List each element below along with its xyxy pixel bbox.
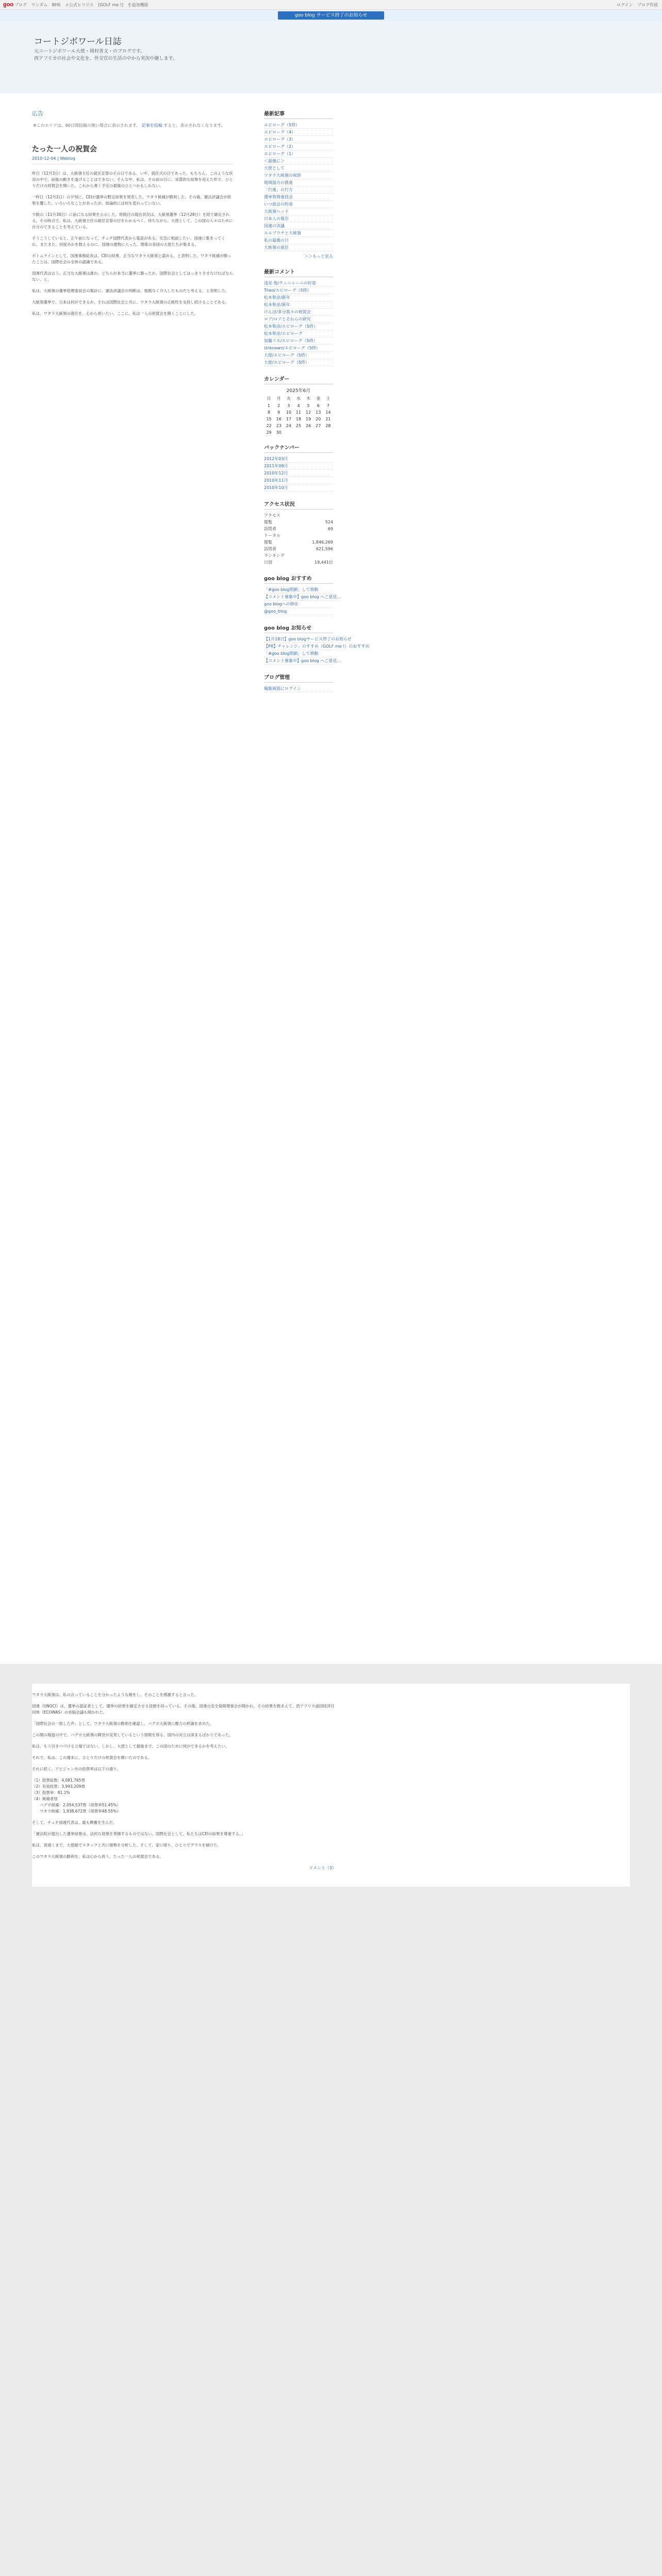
top-nav-item[interactable]: メ公式ヒツジス [64,3,94,7]
access-label: 日別 [264,560,272,565]
access-row [264,539,333,546]
entry-paragraph: 大統領選挙で、日本は何ができるか。それは国際社会と共に、ワタラ大統領の正統性を支持し続けることである。 [32,300,229,304]
recent-post-link[interactable]: ＜最後に＞ [264,158,333,165]
access-label: ランキング [264,553,285,558]
comment-link[interactable]: 松本和彦/新年 [264,294,333,301]
comment-link[interactable]: 浅見 俊/チュニャーニの好意 [264,280,333,287]
lower-content [32,1684,630,1887]
calendar-weekday: 火 [286,396,291,401]
entry-paragraph: そうこうしていると、正午前になって、チュチ国際代表から電話がある。至急に相談したい、国連に集まってくれ、またまた、何度めかを数えるのに、国連の建物に入った。関係の各国の大使たちが集まる。 [32,236,225,247]
comment-link[interactable]: Unknown/エピローグ（5終） [264,345,333,352]
blog-description [34,48,343,62]
access-row [264,512,333,519]
calendar-day: 22 [266,423,272,428]
recent-post-link[interactable]: エピローグ（1） [264,150,333,158]
recent-posts-box [264,109,333,259]
recent-post-link[interactable]: いつ面会の約束 [264,201,333,208]
access-label: 訪問者 [264,527,276,531]
calendar-day: 16 [276,417,282,421]
comment-link[interactable]: けんぽ/多分我々の祝賀会 [264,309,333,316]
recent-comments-title: 最新コメント [264,267,333,277]
calendar-day: 3 [287,403,290,408]
vote-result-list [32,1777,336,1815]
goo-notice-link[interactable]: 【PR】チャレンジ」のすすめ（GOLF me !）のおすすめ [264,643,333,650]
goo-notice-title: goo blog お知らせ [264,623,333,633]
access-label: 訪問者 [264,547,276,551]
calendar-day: 14 [325,410,331,415]
entry-paragraph: 国連（UNOCI）は、選挙の認証者として、選挙の結果を確定させる役割を持っている。その後、国連の安全保障理事会が開かれ、その結果を踏まえて、西アフリカ諸国経済共同体（ECOWAS）の首脳会議も開かれた。 [32,1704,335,1715]
promo-bar [0,10,662,21]
recent-post-link[interactable]: 国連の決議 [264,223,333,230]
access-label: 閲覧 [264,540,272,545]
calendar-day: 11 [295,410,302,415]
blog-description-line: 西アフリカの社会や文化を、外交官の生活の中から実況中継します。 [34,56,177,61]
service-end-banner[interactable]: goo blog サービス終了のお知らせ [278,11,384,20]
calendar-weekday: 木 [306,396,311,401]
entry-paragraph: 「国際社会の一致した声」として、ワタラ大統領の勝利を確認し、バグボ大統領に権力の移譲を求めた。 [32,1721,214,1726]
goo-recommend-title: goo blog おすすめ [264,574,333,584]
calendar-day: 8 [268,410,271,415]
entry-paragraph: 一昨日（12月2日）の夕刻に、CEIが選挙の暫定結果を発表した。ワタラ候補が勝利した。その後、憲法評議会が結果を覆した。いろいろなことがあったが、結論的には何も変わっていない。 [32,195,231,206]
create-blog-link[interactable]: ブログ作成 [637,3,658,7]
vote-result-item: （4）候補者別 [32,1797,58,1801]
calendar-title: カレンダー [264,375,333,384]
recent-post-link[interactable]: 選挙管理委員会 [264,194,333,201]
backnumber-link[interactable]: 2010年12月 [264,470,333,477]
calendar-day: 13 [316,410,321,415]
entry-paragraph: 私は、大統領の選挙管理委員会の集計に、憲法評議会の判断は、根拠なく介入したものだと考える、と表明した。 [32,289,229,293]
backnumber-link[interactable]: 2010年10月 [264,484,333,492]
calendar-day: 29 [266,430,272,435]
access-value: 621,596 [316,547,333,551]
calendar-day: 5 [307,403,310,408]
ad-label: 広告 [32,110,43,117]
goo-recommend-box [264,574,341,615]
entry-title[interactable]: たった一人の祝賀会 [32,145,97,154]
access-row [264,552,333,559]
vote-result-item: （2）有効投票：3,993,209票 [32,1784,85,1789]
calendar-box [264,375,333,435]
comment-link[interactable]: 加藤リエ/エピローグ（5終） [264,337,333,345]
top-nav-item[interactable]: ワンダム [31,3,48,7]
notice-suffix: すると、表示されなくなります。 [163,123,225,128]
list-intro: それに続く、アビジャン市の投票率は以下の通り。 [32,1767,121,1771]
access-row [264,532,333,539]
entry-paragraph: 私は、ワタラ大統領の就任を、心から祝いたい。ここに、私は一人の祝賀会を開くことにした。 [32,311,198,316]
access-title: アクセス状況 [264,500,333,510]
calendar-day: 21 [325,417,331,421]
calendar-day: 28 [325,423,331,428]
comment-link[interactable]: 大使/エピローグ（5終） [264,359,333,366]
blog-manage-box [264,673,333,692]
calendar-day: 20 [316,417,321,421]
access-row [264,526,333,532]
recent-post-link[interactable]: 地域協力の推進 [264,179,333,187]
recent-post-link[interactable]: エピローグ（3） [264,136,333,143]
recent-post-link[interactable]: ワタラ大統領の祝辞 [264,172,333,179]
access-label: アクセス [264,513,280,518]
access-value: 19,441位 [315,560,333,565]
calendar-day: 23 [276,423,282,428]
recent-post-link[interactable]: エピローグ（5終） [264,122,333,129]
calendar-day: 2 [277,403,280,408]
calendar-day: 6 [317,403,320,408]
entry-body [32,171,233,317]
recent-post-link[interactable]: 大統領の就任 [264,244,333,251]
sidebar [264,109,370,701]
goo-notice-box [264,623,370,665]
calendar-day: 24 [286,423,291,428]
calendar-weekday: 月 [276,396,281,401]
comment-link[interactable]: 松本和彦/エピローグ（5終） [264,323,333,330]
blog-header [0,21,662,93]
notice-text: ※このエリアは、60日間投稿の無い場合に表示されます。 [33,123,141,128]
top-nav-item[interactable]: BHS [52,3,61,7]
entry-paragraph: 私は、もう引きつづける立場ではない。しかし、大使として最後まで、この国のために何ができるかを考えたい。 [32,1744,229,1749]
entry-paragraph: 国連代表は言う、正当な大統領は誰か。どちらが本当に選挙に勝ったか、国際社会としてはっきりさせなければならない、と。 [32,271,233,282]
goo-recommend-link[interactable]: goo blogへの移住 [264,601,333,608]
calendar-day: 25 [295,423,302,428]
access-value: 1,846,269 [312,540,333,545]
inactive-notice [33,123,233,128]
goo-notice-link[interactable]: 【1月18日】goo blogサービス終了のお知らせ [264,636,333,643]
access-row [264,559,333,566]
blog-title[interactable]: コートジボワール日誌 [34,37,122,47]
access-label: トータル [264,533,280,538]
calendar-day: 12 [306,410,311,415]
access-box [264,500,333,566]
access-value: 69 [327,527,333,531]
comment-link[interactable]: 大使/エピローグ（5終） [264,352,333,359]
calendar-weekday: 日 [267,396,271,401]
calendar-day: 7 [326,403,329,408]
top-nav-item[interactable]: [GOLF me !] [98,3,124,7]
comment-link[interactable]: 松本和彦/新年 [264,301,333,309]
entry-paragraph: ボトムラインとして、国連事務総長は、CEIの結果、正当なワタラ大統領と認める、と表明した。ワタラ候補が勝ったことは、国際社会の全体の認識である。 [32,253,231,264]
goo-recommend-link[interactable]: 「#goo blog閉鎖」して移動 [264,586,333,594]
entry-paragraph: この間の報道の中で、バグボ大統領の陣営が反発しているという情報を得る。国内の対立は深まるばかりであった。 [32,1733,233,1737]
entry-meta[interactable]: 2010-12-04 | Weblog [32,156,233,164]
calendar-month: 2025年6月 [286,388,311,394]
entry-paragraph: 昨日（12月3日）は、大統領主任の就任宣誓のその日である。いや、就任式の日であった。もちろん、このような状況の中で、前後の動きを遂げることはできない。そんな中、私は、その前の日に、実質的な結果を迎えた形で、ひとりだけの祝賀会を開いた。これから書く予定の最後のひとつかもしれない。 [32,171,233,188]
calendar-day: 4 [297,403,300,408]
access-row [264,546,333,552]
calendar-day: 15 [266,417,272,421]
blog-description-line: 元コートジボワール大使・岡村善文・のブログです。 [34,49,145,54]
recent-comments-box [264,267,333,366]
goo-recommend-link[interactable]: @goo_blog [264,608,333,615]
entry-paragraph: 少数の（11月30日）に前になる結果を公示した。時限付の現在状況は、大統領選挙（12月28日）を経て確定される。その時点で、私は、大統領主任の就任宣誓の日をわかるべく、待ちながら、大使として、この国の人々のために自分のできることを考えている。 [32,212,233,229]
vote-result-item: （1）投票総数：4,081,765票 [32,1778,85,1783]
top-bar [0,0,662,10]
recent-post-link[interactable]: 「行進」の行方 [264,187,333,194]
backnumber-link[interactable]: 2010年11月 [264,477,333,484]
vote-result-item: （3）投票率：81.1% [32,1790,70,1795]
recent-post-link[interactable]: エルブラチと大統領 [264,230,333,237]
recent-post-link[interactable]: エピローグ（4） [264,129,333,136]
login-link[interactable]: ログイン [616,3,633,7]
top-nav [14,2,152,8]
calendar-day: 10 [286,410,291,415]
access-value: 524 [325,520,333,524]
comment-link[interactable]: 松本和彦/エピローグ [264,330,333,337]
comment-link[interactable]: ロア/ロアとそれらの研究 [264,316,333,323]
backnumber-link[interactable]: 2012年03月 [264,455,333,463]
top-right-links [614,2,658,8]
calendar-day: 26 [306,423,311,428]
calendar-weekday: 水 [296,396,301,401]
recent-post-link[interactable]: 大統領ヘッド [264,208,333,215]
comment-link[interactable]: Theo/エピローグ（5終） [264,287,333,294]
recent-post-link[interactable]: 私の最後の日 [264,237,333,244]
entry-paragraph: 私は、夜遅くまで、大使館でスタッフと共に情勢を分析した。そして、家に帰り、ひとりでグラスを傾けた。 [32,1843,221,1848]
access-row [264,519,333,526]
entry-paragraph: そして、チュチ国連代表は、最も興奮を生んだ。 [32,1820,117,1825]
recent-posts-title: 最新記事 [264,109,333,119]
calendar-weekday: 土 [326,396,330,401]
backnumber-link[interactable]: 2011年09月 [264,463,333,470]
comment-count-link[interactable]: コメント（3） [308,1866,336,1870]
goo-notice-link[interactable]: 「#goo blog閉鎖」して移動 [264,650,333,657]
calendar-day: 19 [306,417,311,421]
calendar-day: 9 [277,410,280,415]
calendar-day: 1 [268,403,271,408]
calendar-weekday: 金 [316,396,321,401]
goo-logo[interactable]: goo [3,2,14,8]
main-column [32,109,233,322]
lower-entry-body [32,1692,336,1871]
vote-result-item: ワタラ候補：1,938,672票（得票率48.55%） [32,1809,121,1814]
calendar-day: 27 [316,423,321,428]
entry-paragraph: それで、私は、この週末に、ひとりだけの祝賀会を開いたのである。 [32,1755,152,1760]
calendar-grid [264,396,333,435]
backnumber-title: バックナンバー [264,443,333,453]
recent-more-link[interactable]: ＞＞もっと見る [304,254,333,259]
access-label: 閲覧 [264,520,272,524]
goo-recommend-link[interactable]: 【コメント募集中】goo blog へご意見… [264,594,333,601]
goo-notice-link[interactable]: 【コメント募集中】goo blog へご意見… [264,657,333,665]
post-article-link[interactable]: 記事を投稿 [141,123,162,128]
recent-post-link[interactable]: エピローグ（2） [264,143,333,150]
recent-post-link[interactable]: 日本人の報告 [264,215,333,223]
backnumber-box [264,443,333,492]
calendar-day: 18 [295,417,302,421]
top-nav-item[interactable]: ブログ [14,3,27,7]
recent-post-link[interactable]: 大使として [264,165,333,172]
entry-paragraph: ワタラ大統領は、私の言っていることを分かったような顔をし、そのことを感謝すると言った。 [32,1692,198,1697]
entry-paragraph: 「憲法院が提出した選挙結果は、法的な効果を発揮するものではない。国際社会として、私たちはCEIの結果を尊重する。」 [32,1832,245,1836]
edit-login-link[interactable]: 編集画面にログイン [264,685,333,692]
vote-result-item: バグボ候補：2,054,537票（得票率51.45%） [32,1803,121,1807]
top-nav-item[interactable]: を追加機能 [127,3,148,7]
entry-paragraph: このワタラ大統領の勝利を、私は心から祝う。たった一人の祝賀会である。 [32,1854,163,1859]
calendar-day: 30 [276,430,282,435]
calendar-day: 17 [286,417,291,421]
blog-manage-title: ブログ管理 [264,673,333,683]
